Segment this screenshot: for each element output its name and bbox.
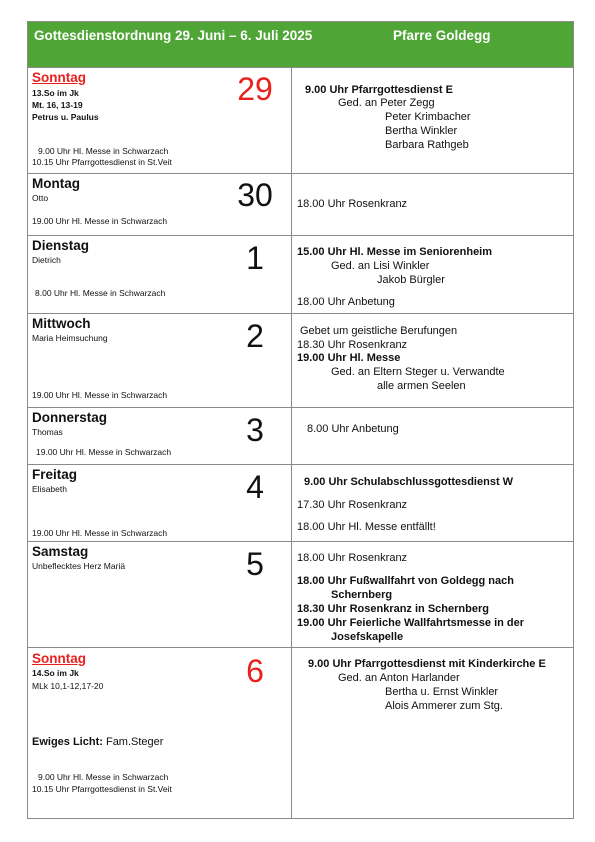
- saint-name: Petrus u. Paulus: [32, 112, 99, 122]
- date-number: 29: [237, 71, 273, 107]
- event-line: 15.00 Uhr Hl. Messe im Seniorenheim: [297, 246, 493, 258]
- saint-name: Unbeflecktes Herz Mariä: [32, 561, 126, 571]
- event-line: 18.00 Uhr Anbetung: [297, 296, 395, 308]
- event-line: alle armen Seelen: [377, 380, 466, 392]
- event-line: 18.00 Uhr Hl. Messe entfällt!: [297, 521, 436, 533]
- date-number: 3: [246, 412, 264, 448]
- event-line: Barbara Rathgeb: [385, 139, 469, 151]
- date-number: 6: [246, 653, 264, 689]
- schedule-page: [27, 21, 574, 819]
- event-line: 18.00 Uhr Fußwallfahrt von Goldegg nach: [297, 575, 514, 587]
- event-line: 19.00 Uhr Hl. Messe: [297, 352, 401, 364]
- day-row-sunday-29: [28, 67, 573, 174]
- schedule-title: Gottesdienstordnung 29. Juni – 6. Juli 2025: [34, 28, 313, 43]
- day-name: Mittwoch: [32, 316, 91, 331]
- event-line: Alois Ammerer zum Stg.: [385, 700, 503, 712]
- event-line: 18.30 Uhr Rosenkranz in Schernberg: [297, 603, 489, 615]
- gospel-reference: Mt. 16, 13-19: [32, 100, 83, 110]
- other-mass: 10.15 Uhr Pfarrgottesdienst in St.Veit: [32, 157, 172, 167]
- liturgy-week: 13.So im Jk: [32, 88, 79, 98]
- event-line: Schernberg: [331, 589, 393, 601]
- other-mass: 19.00 Uhr Hl. Messe in Schwarzach: [32, 528, 168, 538]
- day-name: Freitag: [32, 467, 78, 482]
- date-number: 1: [246, 240, 264, 276]
- event-line: Bertha Winkler: [385, 125, 458, 137]
- other-mass: 9.00 Uhr Hl. Messe in Schwarzach: [38, 772, 169, 782]
- saint-name: Otto: [32, 193, 49, 203]
- event-line: 18.30 Uhr Rosenkranz: [297, 339, 408, 351]
- day-row-tuesday-1: [28, 235, 573, 314]
- other-mass: 8.00 Uhr Hl. Messe in Schwarzach: [35, 288, 166, 298]
- liturgy-week: 14.So im Jk: [32, 668, 79, 678]
- day-name: Dienstag: [32, 238, 90, 253]
- eternal-light-label: Ewiges Licht:: [32, 736, 103, 748]
- eternal-light: [32, 736, 163, 748]
- saint-name: Elisabeth: [32, 484, 67, 494]
- event-line: 17.30 Uhr Rosenkranz: [297, 499, 408, 511]
- other-mass: 9.00 Uhr Hl. Messe in Schwarzach: [38, 146, 169, 156]
- day-row-saturday-5: [28, 541, 573, 648]
- event-line: Ged. an Lisi Winkler: [331, 260, 430, 272]
- day-row-monday-30: [28, 173, 573, 236]
- parish-name: Pfarre Goldegg: [393, 28, 491, 43]
- day-name: Sonntag: [32, 70, 86, 85]
- day-row-wednesday-2: [28, 313, 573, 408]
- eternal-light-value: Fam.Steger: [105, 736, 164, 748]
- event-line: Ged. an Peter Zegg: [338, 97, 435, 109]
- event-line: 18.00 Uhr Rosenkranz: [297, 198, 408, 210]
- event-line: Peter Krimbacher: [385, 111, 471, 123]
- event-line: Jakob Bürgler: [377, 274, 445, 286]
- gospel-reference: MLk 10,1-12,17-20: [32, 681, 104, 691]
- day-name: Sonntag: [32, 651, 86, 666]
- day-row-thursday-3: [28, 407, 573, 465]
- day-name: Montag: [32, 176, 80, 191]
- event-line: 19.00 Uhr Feierliche Wallfahrtsmesse in der: [297, 617, 525, 629]
- event-line: 9.00 Uhr Pfarrgottesdienst mit Kinderkirche E: [308, 658, 546, 670]
- other-mass: 19.00 Uhr Hl. Messe in Schwarzach: [36, 447, 172, 457]
- saint-name: Dietrich: [32, 255, 61, 265]
- other-mass: 10.15 Uhr Pfarrgottesdienst in St.Veit: [32, 784, 172, 794]
- event-line: 9.00 Uhr Schulabschlussgottesdienst W: [304, 476, 514, 488]
- event-line: 9.00 Uhr Pfarrgottesdienst E: [305, 84, 453, 96]
- date-number: 30: [237, 177, 273, 213]
- date-number: 5: [246, 546, 264, 582]
- other-mass: 19.00 Uhr Hl. Messe in Schwarzach: [32, 216, 168, 226]
- date-number: 2: [246, 318, 264, 354]
- event-line: 8.00 Uhr Anbetung: [307, 423, 399, 435]
- event-line: Josefskapelle: [331, 631, 404, 643]
- event-line: Ged. an Eltern Steger u. Verwandte: [331, 366, 505, 378]
- saint-name: Thomas: [32, 427, 63, 437]
- event-line: 18.00 Uhr Rosenkranz: [297, 552, 408, 564]
- other-mass: 19.00 Uhr Hl. Messe in Schwarzach: [32, 390, 168, 400]
- date-number: 4: [246, 469, 264, 505]
- event-line: Gebet um geistliche Berufungen: [300, 325, 458, 337]
- day-row-friday-4: [28, 464, 573, 542]
- saint-name: Maria Heimsuchung: [32, 333, 108, 343]
- event-line: Bertha u. Ernst Winkler: [385, 686, 499, 698]
- day-row-sunday-6: [28, 647, 573, 820]
- day-name: Samstag: [32, 544, 89, 559]
- header-bar: [28, 22, 573, 67]
- event-line: Ged. an Anton Harlander: [338, 672, 460, 684]
- day-name: Donnerstag: [32, 410, 108, 425]
